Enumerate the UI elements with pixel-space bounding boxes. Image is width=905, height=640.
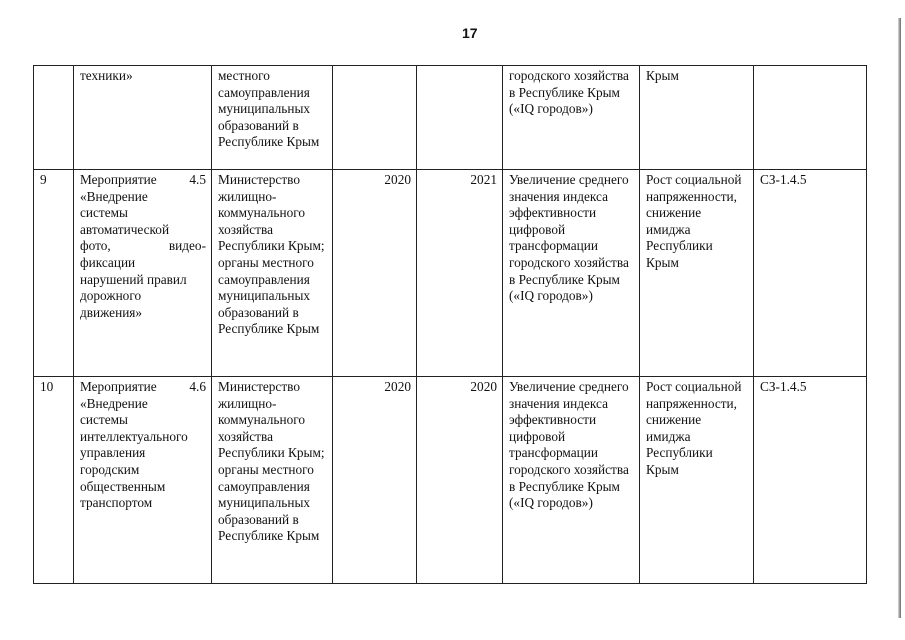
- measure-name-line: «Внедрение: [80, 395, 148, 411]
- consequence-cell: Рост социальной напряженности, снижение имиджа Республики Крым: [640, 170, 754, 377]
- measure-name-line: интеллектуального: [80, 428, 188, 444]
- end-year-cell: [417, 66, 503, 170]
- measure-name-line: «Внедрение: [80, 188, 148, 204]
- expected-result-cell: Увеличение среднего значения индекса эффективности цифровой трансформации городского хозяйства в Республике Крым («IQ городов»): [503, 170, 640, 377]
- measure-name-line: [80, 379, 206, 396]
- measure-name-line: техники»: [80, 68, 133, 83]
- measure-name-line: автоматической: [80, 221, 170, 237]
- measure-name-word: 4.6: [189, 379, 206, 394]
- expected-result-cell: городского хозяйства в Республике Крым («IQ городов»): [503, 66, 640, 170]
- measure-name-line: [80, 238, 206, 255]
- consequence-cell: Крым: [640, 66, 754, 170]
- table-row: [34, 170, 867, 377]
- measure-name-line: управления: [80, 445, 146, 461]
- end-year-cell: 2020: [417, 377, 503, 584]
- responsible-cell: Министерство жилищно-коммунального хозяйства Республики Крым; органы местного самоуправления муниципальных образований в Республике Крым: [212, 377, 333, 584]
- measure-name-word: фото,: [80, 238, 111, 254]
- table-row: [34, 66, 867, 170]
- measure-name-line: [80, 172, 206, 189]
- measure-name-line: городским: [80, 461, 140, 477]
- row-number-cell: 10: [34, 377, 74, 584]
- measure-name-word: 4.5: [189, 172, 206, 187]
- measure-name-line: фиксации: [80, 254, 136, 270]
- table-row: [34, 377, 867, 584]
- responsible-cell: Министерство жилищно-коммунального хозяйства Республики Крым; органы местного самоуправления муниципальных образований в Республике Крым: [212, 170, 333, 377]
- expected-result-cell: Увеличение среднего значения индекса эффективности цифровой трансформации городского хозяйства в Республике Крым («IQ городов»): [503, 377, 640, 584]
- measure-name-line: транспортом: [80, 495, 153, 511]
- measure-name-line: нарушений правил: [80, 271, 187, 287]
- table-body: [34, 66, 867, 584]
- measure-name-line: общественным: [80, 478, 166, 494]
- start-year-cell: [333, 66, 417, 170]
- measure-name-word: видео-: [168, 238, 206, 254]
- start-year-cell: 2020: [333, 170, 417, 377]
- row-number-cell: [34, 66, 74, 170]
- indicator-cell: [754, 66, 867, 170]
- responsible-cell: местного самоуправления муниципальных образований в Республике Крым: [212, 66, 333, 170]
- measure-name-cell: [74, 377, 212, 584]
- measures-table: [33, 65, 867, 584]
- end-year-cell: 2021: [417, 170, 503, 377]
- page-number: 17: [462, 25, 478, 41]
- page-edge-shadow: [898, 18, 901, 618]
- measure-name-word: Мероприятие: [80, 379, 157, 394]
- row-number-cell: 9: [34, 170, 74, 377]
- measure-name-line: системы: [80, 412, 128, 428]
- indicator-cell: СЗ-1.4.5: [754, 377, 867, 584]
- start-year-cell: 2020: [333, 377, 417, 584]
- consequence-cell: Рост социальной напряженности, снижение имиджа Республики Крым: [640, 377, 754, 584]
- measure-name-line: дорожного: [80, 288, 142, 304]
- indicator-cell: СЗ-1.4.5: [754, 170, 867, 377]
- measure-name-word: Мероприятие: [80, 172, 157, 187]
- measure-name-cell: [74, 66, 212, 170]
- measure-name-line: движения»: [80, 304, 143, 320]
- measure-name-cell: [74, 170, 212, 377]
- measure-name-line: системы: [80, 205, 128, 221]
